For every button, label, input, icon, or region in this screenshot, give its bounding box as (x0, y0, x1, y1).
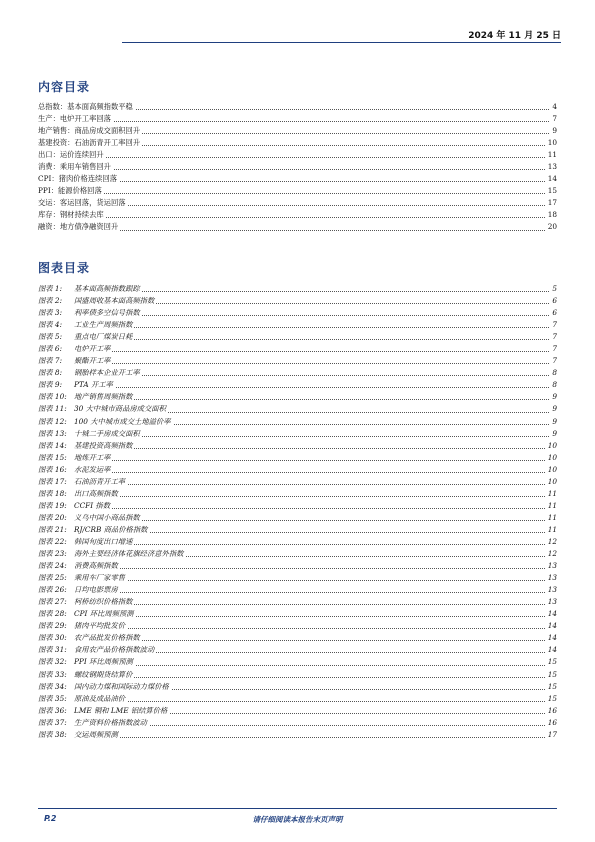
figure-entry-prefix: 图表 2: (38, 296, 63, 306)
figure-entry-label: 电炉开工率 (74, 344, 111, 354)
figure-entry[interactable] (38, 283, 557, 295)
toc-entry-label: 生产：电炉开工率回落 (38, 113, 113, 125)
figure-entry-prefix: 图表 26: (38, 585, 67, 595)
figure-entry-label: 基建投资高频指数 (74, 440, 133, 450)
figure-entry-page: 16 (546, 717, 557, 729)
figure-entry-text (38, 681, 171, 693)
toc-entry[interactable] (38, 173, 557, 185)
figure-entry-page: 8 (550, 379, 557, 391)
figure-entry-prefix: 图表 29: (38, 621, 67, 631)
leader-dots (38, 508, 557, 509)
figure-entry-text (38, 717, 149, 729)
leader-dots (38, 217, 557, 218)
toc-entry[interactable] (38, 149, 557, 161)
figure-entry-page: 15 (546, 693, 557, 705)
figure-entry-text (38, 464, 112, 476)
figure-entry-prefix: 图表 36: (38, 705, 67, 715)
figure-entry[interactable] (38, 512, 557, 524)
figure-entry-label: 重点电厂煤炭日耗 (74, 332, 133, 342)
toc-entry-page: 7 (550, 113, 557, 125)
figure-entry[interactable] (38, 572, 557, 584)
figure-entry-label: 国内动力煤和国际动力煤价格 (74, 681, 169, 691)
figure-entry-text (38, 572, 127, 584)
leader-dots (38, 169, 557, 170)
toc-entry-page: 18 (546, 209, 557, 221)
figure-entry-page: 6 (550, 295, 557, 307)
figure-entry[interactable] (38, 319, 557, 331)
toc-entry-label: 库存：钢材持续去库 (38, 209, 106, 221)
figure-entry[interactable] (38, 620, 557, 632)
figure-entry-page: 9 (550, 416, 557, 428)
figure-entry-label: 利率债多空信号指数 (74, 308, 140, 318)
figure-entry-text (38, 656, 135, 668)
figure-entry[interactable] (38, 608, 557, 620)
figure-entry-prefix: 图表 6: (38, 344, 63, 354)
figure-entry-prefix: 图表 31: (38, 645, 67, 655)
figure-entry[interactable] (38, 488, 557, 500)
figure-entry-label: 日均电影票房 (74, 585, 118, 595)
toc-entry-page: 9 (550, 125, 557, 137)
figure-entry-text (38, 669, 134, 681)
figure-entry-page: 12 (546, 548, 557, 560)
figure-entry-page: 15 (546, 656, 557, 668)
figure-entry-prefix: 图表 34: (38, 681, 67, 691)
figure-entry-label: LME 铜和 LME 铝结算价格 (74, 705, 168, 715)
figure-entry-prefix: 图表 23: (38, 549, 67, 559)
figure-entry-text (38, 331, 134, 343)
figure-entry-label: PTA 开工率 (74, 380, 113, 390)
figure-entry-page: 13 (546, 560, 557, 572)
figure-entry-prefix: 图表 4: (38, 320, 63, 330)
figure-entry-label: 100 大中城市成交土地溢价率 (74, 416, 171, 426)
figure-entry-label: 食用农产品价格指数波动 (74, 645, 155, 655)
figure-entry-text (38, 620, 127, 632)
toc-entry[interactable] (38, 101, 557, 113)
figure-entry-text (38, 343, 112, 355)
figure-entry-text (38, 560, 120, 572)
figure-entry-label: 韩国旬度出口增速 (74, 536, 133, 546)
figure-entry-text (38, 391, 134, 403)
toc-entry-page: 17 (546, 197, 557, 209)
footer-page-number: P.2 (44, 814, 57, 823)
figure-entry-prefix: 图表 9: (38, 380, 63, 390)
figure-entry-prefix: 图表 37: (38, 717, 67, 727)
toc-entry-page: 20 (546, 221, 557, 233)
figure-entry-page: 9 (550, 403, 557, 415)
toc-entry[interactable] (38, 185, 557, 197)
figure-entry-label: CPI 环比周频预测 (74, 609, 134, 619)
figure-entry-label: 国盛周收基本面高频指数 (74, 296, 155, 306)
footer-disclaimer-note: 请仔细阅读本报告末页声明 (252, 815, 343, 824)
figure-entry-text (38, 644, 156, 656)
figures-list (38, 283, 557, 741)
figure-entry-text (38, 319, 134, 331)
figure-entry-prefix: 图表 15: (38, 452, 67, 462)
figure-entry-label: 地产销售周频指数 (74, 392, 133, 402)
figure-entry[interactable] (38, 403, 557, 415)
figure-entry-page: 11 (546, 488, 557, 500)
leader-dots (38, 460, 557, 461)
figure-entry-prefix: 图表 30: (38, 633, 67, 643)
toc-entry-label: CPI：猪肉价格连续回落 (38, 173, 119, 185)
figure-entry-page: 14 (546, 620, 557, 632)
figure-entry-page: 7 (550, 331, 557, 343)
figure-entry-label: 猪肉平均批发价 (74, 621, 126, 631)
toc-entry-page: 13 (546, 161, 557, 173)
figure-entry-page: 5 (550, 283, 557, 295)
figure-entry-text (38, 584, 120, 596)
figure-entry-prefix: 图表 1: (38, 284, 63, 293)
figure-entry-prefix: 图表 35: (38, 693, 67, 703)
figure-entry-prefix: 图表 25: (38, 573, 67, 583)
toc-entry-label: 地产销售：商品房成交面积回升 (38, 125, 142, 137)
figure-entry-prefix: 图表 11: (38, 404, 67, 414)
figure-entry-label: 基本面高频指数跟踪 (74, 284, 140, 293)
figure-entry-prefix: 图表 3: (38, 308, 63, 318)
header-date: 2024 年 11 月 25 日 (468, 31, 561, 41)
toc-entry-page: 14 (546, 173, 557, 185)
figure-entry-label: 30 大中城市商品房成交面积 (74, 404, 166, 414)
figure-entry-prefix: 图表 14: (38, 440, 67, 450)
figure-entry-prefix: 图表 10: (38, 392, 67, 402)
figure-entry-page: 7 (550, 343, 557, 355)
figure-entry-label: 钢胎样本企业开工率 (74, 368, 140, 378)
figure-entry-prefix: 图表 17: (38, 476, 67, 486)
figure-entry-page: 10 (546, 476, 557, 488)
toc-entry-label: PPI：能源价格回落 (38, 185, 104, 197)
figure-entry[interactable] (38, 717, 557, 729)
figure-entry-page: 11 (546, 512, 557, 524)
figure-entry-text (38, 428, 142, 440)
figure-entry-label: CCFI 指数 (74, 500, 111, 510)
figure-entry-text (38, 355, 112, 367)
toc-entry[interactable] (38, 161, 557, 173)
figure-entry[interactable] (38, 476, 557, 488)
figure-entry-text (38, 705, 169, 717)
figure-entry[interactable] (38, 355, 557, 367)
figure-entry-page: 10 (546, 452, 557, 464)
figure-entry-text (38, 608, 135, 620)
figure-entry-label: 工业生产周频指数 (74, 320, 133, 330)
figure-entry-page: 11 (546, 500, 557, 512)
figure-entry-text (38, 440, 134, 452)
figure-entry-text (38, 596, 134, 608)
figure-entry-text (38, 488, 120, 500)
figure-entry-page: 10 (546, 440, 557, 452)
figure-entry-page: 15 (546, 681, 557, 693)
toc-entry-label: 总指数：基本面高频指数平稳 (38, 101, 135, 113)
figure-entry[interactable] (38, 331, 557, 343)
figure-entry-label: 原油及成品油价 (74, 693, 126, 703)
leader-dots (38, 121, 557, 122)
figure-entry-prefix: 图表 12: (38, 416, 67, 426)
figure-entry-label: 地炼开工率 (74, 452, 111, 462)
toc-entry[interactable] (38, 125, 557, 137)
figure-entry-prefix: 图表 8: (38, 368, 63, 378)
figure-entry-label: 柯桥纺织价格指数 (74, 597, 133, 607)
figure-entry-prefix: 图表 13: (38, 428, 67, 438)
figure-entry[interactable] (38, 500, 557, 512)
figure-entry[interactable] (38, 391, 557, 403)
figure-entry-page: 16 (546, 705, 557, 717)
figure-entry-page: 15 (546, 669, 557, 681)
figure-entry[interactable] (38, 428, 557, 440)
figure-entry-text (38, 536, 134, 548)
figure-entry-prefix: 图表 28: (38, 609, 67, 619)
figure-entry-prefix: 图表 24: (38, 561, 67, 571)
figure-entry-label: 石油沥青开工率 (74, 476, 126, 486)
figure-entry-label: 消费高频指数 (74, 561, 118, 571)
toc-list (38, 101, 557, 234)
figure-entry-text (38, 367, 142, 379)
figure-entry[interactable] (38, 644, 557, 656)
toc-entry[interactable] (38, 197, 557, 209)
figure-entry[interactable] (38, 656, 557, 668)
figure-entry-text (38, 283, 142, 295)
figure-entry[interactable] (38, 548, 557, 560)
toc-entry-page: 11 (546, 149, 557, 161)
figure-entry[interactable] (38, 307, 557, 319)
toc-entry[interactable] (38, 137, 557, 149)
leader-dots (38, 363, 557, 364)
figure-entry-prefix: 图表 7: (38, 356, 63, 366)
figure-entry-label: 农产品批发价格指数 (74, 633, 140, 643)
figure-entry-page: 7 (550, 319, 557, 331)
figure-entry[interactable] (38, 560, 557, 572)
figure-entry-page: 14 (546, 632, 557, 644)
figure-entry[interactable] (38, 705, 557, 717)
toc-entry-page: 15 (546, 185, 557, 197)
figure-entry-text (38, 379, 115, 391)
figure-entry[interactable] (38, 584, 557, 596)
figure-entry-text (38, 512, 142, 524)
figure-entry[interactable] (38, 464, 557, 476)
leader-dots (38, 193, 557, 194)
toc-entry[interactable] (38, 221, 557, 233)
figure-entry[interactable] (38, 343, 557, 355)
toc-entry[interactable] (38, 209, 557, 221)
figure-entry-page: 10 (546, 464, 557, 476)
figure-entry-page: 9 (550, 428, 557, 440)
toc-entry[interactable] (38, 113, 557, 125)
figure-entry-text (38, 295, 156, 307)
toc-entry-label: 融资：地方债净融资回升 (38, 221, 120, 233)
figure-entry[interactable] (38, 416, 557, 428)
figure-entry-page: 11 (546, 524, 557, 536)
figure-entry[interactable] (38, 596, 557, 608)
figure-entry-prefix: 图表 21: (38, 524, 67, 534)
figure-entry[interactable] (38, 367, 557, 379)
toc-title: 内容目录 (38, 80, 91, 94)
figure-entry-text (38, 548, 185, 560)
figure-entry-prefix: 图表 32: (38, 657, 67, 667)
figure-entry-label: 海外主要经济体花旗经济意外指数 (74, 549, 184, 559)
figure-entry-text (38, 524, 149, 536)
figure-entry-page: 14 (546, 608, 557, 620)
figure-entry-page: 17 (546, 729, 557, 741)
figure-entry[interactable] (38, 669, 557, 681)
figure-entry-page: 8 (550, 367, 557, 379)
figure-entry-text (38, 416, 173, 428)
figure-entry[interactable] (38, 524, 557, 536)
figure-entry[interactable] (38, 693, 557, 705)
figure-entry-label: 交运周频预测 (74, 729, 118, 739)
toc-entry-label: 交运：客运回落，货运回落 (38, 197, 128, 209)
figure-entry-prefix: 图表 18: (38, 488, 67, 498)
figure-entry-label: 义乌中国小商品指数 (74, 512, 140, 522)
figure-entry-label: 螺纹钢期货结算价 (74, 669, 133, 679)
figure-entry[interactable] (38, 295, 557, 307)
leader-dots (38, 472, 557, 473)
figure-entry[interactable] (38, 681, 557, 693)
figure-entry-page: 13 (546, 596, 557, 608)
figure-entry-prefix: 图表 5: (38, 332, 63, 342)
toc-entry-page: 10 (546, 137, 557, 149)
figure-entry-prefix: 图表 22: (38, 536, 67, 546)
figure-entry[interactable] (38, 536, 557, 548)
figure-entry-page: 14 (546, 644, 557, 656)
figure-entry-page: 13 (546, 584, 557, 596)
figure-entry-page: 7 (550, 355, 557, 367)
leader-dots (38, 351, 557, 352)
figure-entry[interactable] (38, 379, 557, 391)
figure-entry-label: RJ/CRB 商品价格指数 (74, 524, 148, 534)
figure-entry-page: 13 (546, 572, 557, 584)
figure-entry-text (38, 729, 120, 741)
header-rule (122, 42, 561, 43)
figure-entry[interactable] (38, 632, 557, 644)
figure-entry-text (38, 632, 142, 644)
toc-entry-page: 4 (550, 101, 557, 113)
figure-entry-text (38, 693, 127, 705)
figure-entry-label: 聚酯开工率 (74, 356, 111, 366)
figure-entry-prefix: 图表 16: (38, 464, 67, 474)
figure-entry-label: 生产资料价格指数波动 (74, 717, 147, 727)
figure-entry-text (38, 452, 112, 464)
figure-entry-page: 12 (546, 536, 557, 548)
figure-entry-label: 水泥发运率 (74, 464, 111, 474)
figure-entry-label: PPI 环比周频预测 (74, 657, 133, 667)
leader-dots (38, 387, 557, 388)
figure-entry-text (38, 476, 127, 488)
figure-entry-label: 乘用车厂家零售 (74, 573, 126, 583)
leader-dots (38, 157, 557, 158)
figure-entry-prefix: 图表 33: (38, 669, 67, 679)
figure-entry-text (38, 500, 112, 512)
figure-entry-prefix: 图表 27: (38, 597, 67, 607)
figure-entry-text (38, 307, 142, 319)
footer-rule (38, 808, 557, 809)
toc-entry-label: 基建投资：石油沥青开工率回升 (38, 137, 142, 149)
toc-entry-label: 出口：运价连续回升 (38, 149, 106, 161)
figure-entry-prefix: 图表 38: (38, 729, 67, 739)
figure-entry[interactable] (38, 440, 557, 452)
figure-entry-prefix: 图表 19: (38, 500, 67, 510)
figure-entry-label: 出口高频指数 (74, 488, 118, 498)
figure-entry[interactable] (38, 452, 557, 464)
toc-entry-label: 消费：乘用车销售回升 (38, 161, 113, 173)
figure-entry-page: 6 (550, 307, 557, 319)
figures-title: 图表目录 (38, 261, 91, 275)
figure-entry[interactable] (38, 729, 557, 741)
figure-entry-label: 十城二手房成交面积 (74, 428, 140, 438)
figure-entry-page: 9 (550, 391, 557, 403)
figure-entry-prefix: 图表 20: (38, 512, 67, 522)
figure-entry-text (38, 403, 168, 415)
